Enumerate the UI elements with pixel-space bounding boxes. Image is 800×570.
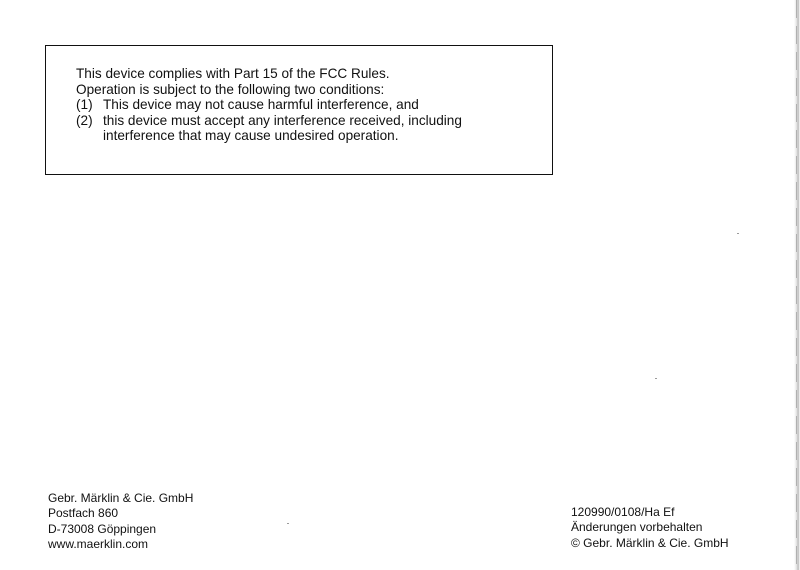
condition-number: (2) <box>76 112 93 128</box>
condition-text <box>103 97 546 113</box>
condition-item-2 <box>76 113 546 144</box>
fcc-compliance-box <box>45 45 553 175</box>
website-link[interactable]: www.maerklin.com <box>48 536 149 551</box>
fcc-compliance-text <box>76 66 546 144</box>
fcc-statement: This device complies with Part 15 of the FCC Rules. <box>76 66 390 81</box>
paper-speck <box>287 523 289 524</box>
change-notice: Änderungen vorbehalten <box>571 520 703 535</box>
paper-speck <box>655 378 657 379</box>
paper-speck <box>737 233 739 234</box>
condition-text <box>103 113 546 144</box>
condition-item-1 <box>76 97 546 113</box>
imprint-block <box>571 505 729 551</box>
condition-number: (1) <box>76 97 93 112</box>
document-code: 120990/0108/Ha Ef <box>571 505 675 519</box>
postbox: Postfach 860 <box>48 506 119 521</box>
condition-line: This device may not cause harmful interference, and <box>103 97 419 112</box>
company-name: Gebr. Märklin & Cie. GmbH <box>48 491 194 505</box>
condition-line: interference that may cause undesired operation. <box>103 128 399 143</box>
fcc-conditions-intro: Operation is subject to the following two conditions: <box>76 81 385 97</box>
postal-city: D-73008 Göppingen <box>48 521 157 536</box>
copyright-notice: © Gebr. Märklin & Cie. GmbH <box>571 535 729 550</box>
page-edge <box>794 0 800 570</box>
condition-line: this device must accept any interference received, including <box>103 112 462 128</box>
company-address <box>48 491 193 552</box>
